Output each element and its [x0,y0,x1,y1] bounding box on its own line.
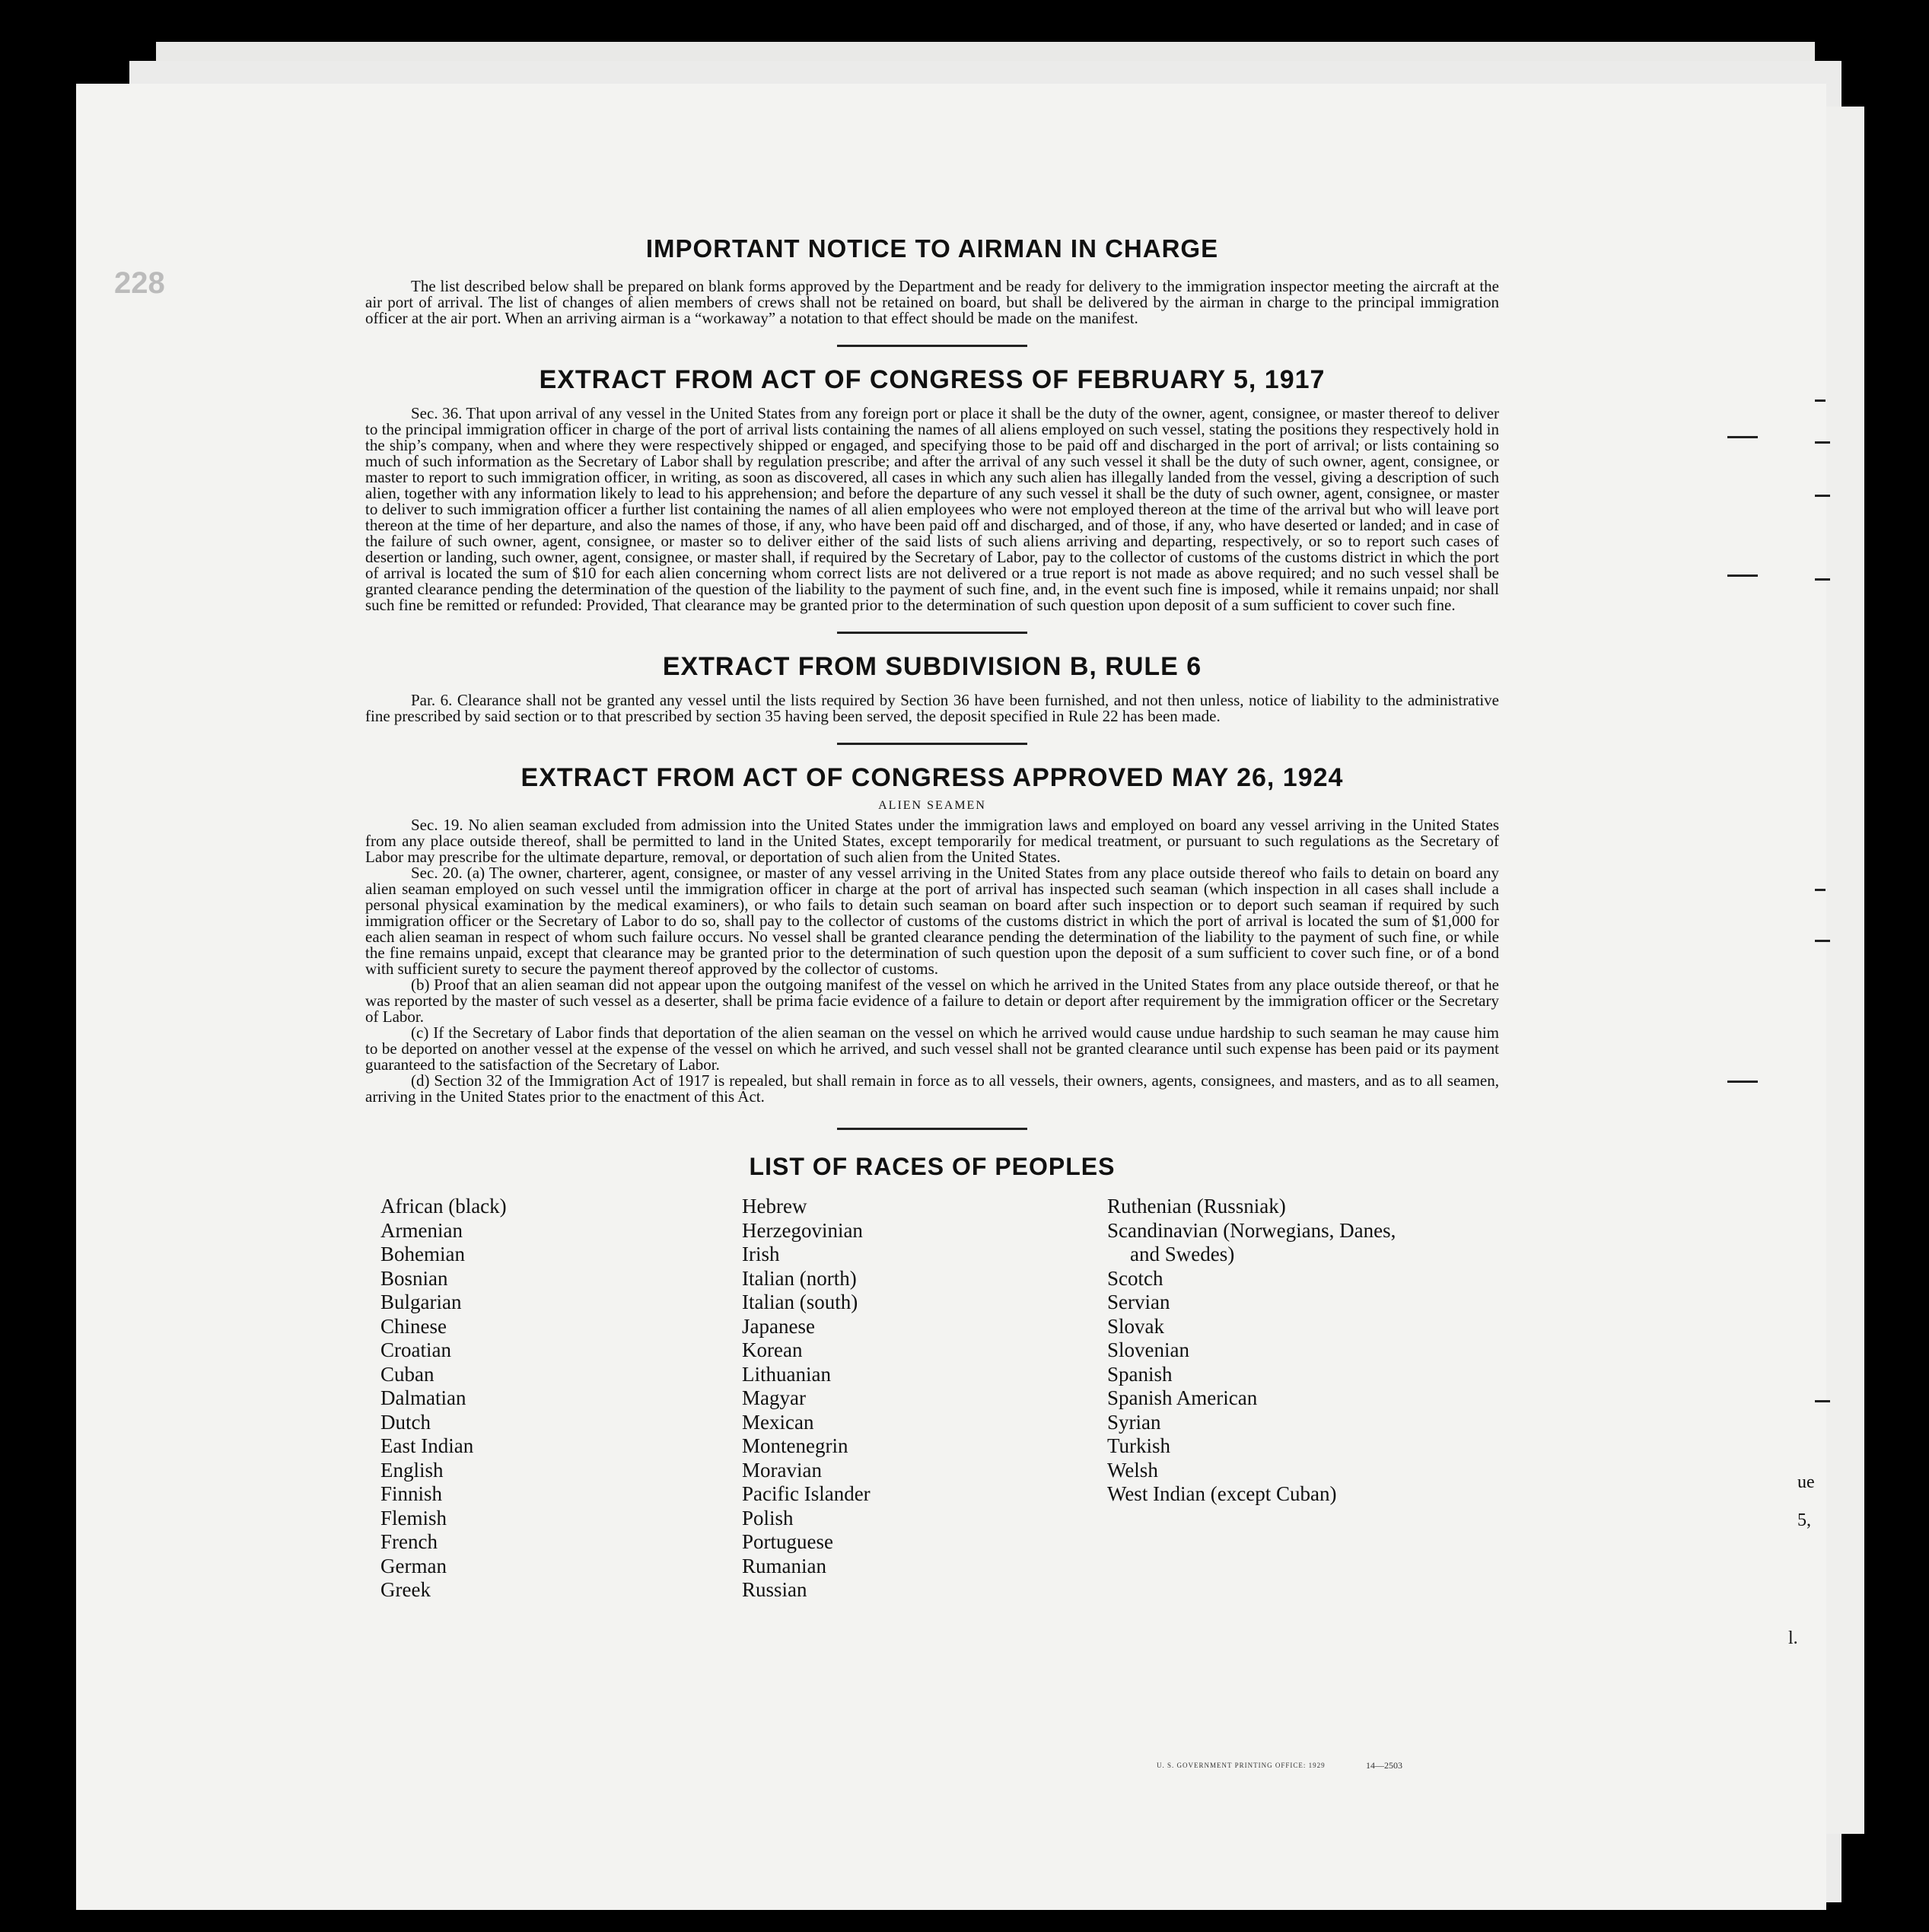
race-item: Magyar [742,1386,806,1409]
sec-19-text: Sec. 19. No alien seaman excluded from admission into the United States under the immigration laws and employed on board any vessel arriving in the United States from any place outside thereof, shall be permitted to land in the United States, except temporarily for medical treatment, or pursuant to such regulations as the Secretary of Labor may prescribe for the ultimate departure, removal, or deportation of such alien from the United States. [365,816,1499,866]
race-item: English [380,1458,444,1482]
margin-fragment: l. [1788,1628,1798,1648]
notice-text: The list described below shall be prepared on blank forms approved by the Department and be ready for delivery to the immigration inspector meeting the aircraft at the air port of arrival. The list of changes of alien members of crews shall not be retained on board, but shall be delivered by the airman in charge to the principal immigration officer at the air port. When an arriving airman is a “workaway” a notation to that effect should be made on the manifest. [365,277,1499,327]
form-number: 14—2503 [1366,1760,1402,1771]
edge-mark [1815,441,1830,444]
race-item: Servian [1107,1291,1170,1313]
edge-mark [1815,495,1830,497]
race-item: Hebrew [742,1195,807,1217]
race-item: Cuban [380,1362,435,1386]
races-column-2 [742,1195,871,1603]
printer-imprint: U. S. GOVERNMENT PRINTING OFFICE: 1929 [1157,1762,1326,1769]
faint-page-number: 228 [114,266,165,300]
notice-title: IMPORTANT NOTICE TO AIRMAN IN CHARGE [645,234,1219,263]
act-1917-text: Sec. 36. That upon arrival of any vessel in the United States from any foreign port or place it shall be the duty of the owner, agent, consignee, or master thereof to deliver to the principal immigration officer in charge of the port of arrival lists containing the names of all aliens employed on such vessel, stating the positions they respectively hold in the ship’s company, when and where they were respectively shipped or engaged, and specifying those to be paid off and discharged in the port of arrival; or lists containing so much of such information as the Secretary of Labor shall by regulation prescribe; and after the arrival of any such vessel it shall be the duty of such owner, agent, consignee, or master to report to such immigration officer, in writing, as soon as discovered, all cases in which any such alien has illegally landed from the vessel, giving a description of such alien, together with any information likely to lead to his apprehension; and before the departure of any such vessel it shall be the duty of such owner, agent, consignee, or master to deliver to such immigration officer a further list containing the names of all alien employees who were not employed thereon at the time of the arrival but who will leave port thereon at the time of her departure, and also the names of those, if any, who have been paid off and discharged, and of those, if any, who have deserted or landed; and in case of the failure of such owner, agent, consignee, or master so to deliver either of the said lists of such aliens arriving and departing, respectively, or so to report such cases of desertion or landing, such owner, agent, consignee, or master shall, if required by the Secretary of Labor, pay to the collector of customs of the customs district in which the port of arrival is located the sum of $10 for each alien concerning whom correct lists are not delivered or a true report is not made as above required; and no such vessel shall be granted clearance pending the determination of the question of the liability to the payment of such fine, and, in the event such fine is imposed, while it remains unpaid; nor shall such fine be remitted or refunded: Provided, That clearance may be granted prior to the determination of such question upon deposit of a sum sufficient to cover such fine. [365,404,1499,614]
race-item: Slovenian [1107,1338,1189,1361]
races-title: LIST OF RACES OF PEOPLES [749,1153,1116,1180]
race-item: Italian (north) [742,1266,857,1290]
race-item: Scandinavian (Norwegians, Danes, [1107,1218,1396,1242]
races-column-3 [1107,1195,1396,1507]
race-item: Spanish American [1107,1386,1258,1409]
race-item: Rumanian [742,1554,826,1577]
race-item: Armenian [380,1218,463,1242]
race-item: Turkish [1107,1434,1171,1457]
race-item: Welsh [1107,1458,1158,1482]
race-item: Croatian [380,1338,451,1361]
race-item: Italian (south) [742,1291,858,1313]
race-item: Bohemian [380,1243,465,1265]
document-content [365,228,1499,1621]
sec-20b-text: (b) Proof that an alien seaman did not appear upon the outgoing manifest of the vessel on which he arrived in the United States from any place outside thereof, or that he was reported by the master of such vessel as a deserter, shall be prima facie evidence of a failure to detain or deport after requirement by the immigration officer or the Secretary of Labor. [365,976,1499,1026]
race-item: Montenegrin [742,1434,848,1457]
race-item: Bosnian [380,1266,448,1290]
race-item: Dutch [380,1410,431,1434]
race-item: Portuguese [742,1530,833,1553]
race-item: Greek [380,1578,431,1601]
race-item: Irish [742,1243,780,1265]
section-divider [837,743,1027,745]
edge-mark [1727,1081,1758,1083]
race-item: Finnish [380,1482,443,1505]
section-divider [837,1128,1027,1130]
race-item: Ruthenian (Russniak) [1107,1195,1286,1217]
race-item-continuation: and Swedes) [1130,1243,1235,1265]
race-item: Moravian [742,1458,822,1482]
sec-20c-text: (c) If the Secretary of Labor finds that deportation of the alien seaman on the vessel on which he arrived would cause undue hardship to such seaman he may cause him to be deported on another vessel at the expense of the vessel on which he arrived, and such vessel shall not be granted clearance until such expense has been paid or its payment guaranteed to the satisfaction of the Secretary of Labor. [365,1023,1499,1074]
act-1924-title: EXTRACT FROM ACT OF CONGRESS APPROVED MAY 26, 1924 [520,763,1344,792]
section-divider [837,345,1027,347]
race-item: Lithuanian [742,1362,831,1386]
race-item: East Indian [380,1434,474,1457]
races-list [365,1195,1499,1621]
edge-mark [1815,1400,1830,1402]
race-item: Korean [742,1338,803,1361]
sec-20a-text: Sec. 20. (a) The owner, charterer, agent, consignee, or master of any vessel arriving in the United States from any place outside thereof who fails to detain on board any alien seaman employed on such vessel until the immigration officer in charge at the port of arrival has inspected such seaman (which inspection in all cases shall include a personal physical examination by the medical examiners), or who fails to detain such seaman on board after such inspection or to deport such seaman if required by such immigration officer or the Secretary of Labor to do so, shall pay to the collector of customs of the customs district in which the port of arrival is located the sum of $1,000 for each alien seaman in respect of whom such failure occurs. No vessel shall be granted clearance pending the determination of the liability to the payment of such fine, or while the fine remains unpaid, except that clearance may be granted prior to the determination of such question upon the deposit of a sum sufficient to cover such fine, or of a bond with sufficient surety to secure the payment thereof approved by the collector of customs. [365,864,1499,978]
race-item: German [380,1554,447,1577]
race-item: French [380,1530,438,1553]
sec-20d-text: (d) Section 32 of the Immigration Act of 1917 is repealed, but shall remain in force as to all vessels, their owners, agents, consignees, and masters, and as to all seamen, arriving in the United States prior to the enactment of this Act. [365,1071,1499,1106]
race-item: Dalmatian [380,1386,466,1409]
race-item: Syrian [1107,1410,1161,1434]
margin-fragment: ue [1797,1472,1815,1492]
race-item: Bulgarian [380,1291,462,1313]
race-item: African (black) [380,1195,507,1217]
race-item: Spanish [1107,1362,1173,1386]
race-item: Mexican [742,1410,814,1434]
race-item: Scotch [1107,1266,1163,1290]
rule-6-title: EXTRACT FROM SUBDIVISION B, RULE 6 [662,652,1202,681]
act-1924-subtitle: ALIEN SEAMEN [878,799,986,812]
edge-mark [1815,578,1830,581]
edge-mark [1815,889,1826,891]
race-item: Polish [742,1506,794,1529]
edge-mark [1727,436,1758,438]
margin-fragment: 5, [1797,1510,1811,1530]
act-1917-title: EXTRACT FROM ACT OF CONGRESS OF FEBRUARY 5, 1917 [539,365,1326,394]
section-divider [837,632,1027,634]
rule-6-text: Par. 6. Clearance shall not be granted any vessel until the lists required by Section 36 have been furnished, and not then unless, notice of liability to the administrative fine prescribed by said section or to that prescribed by section 35 having been served, the deposit specified in Rule 22 has been made. [365,691,1499,725]
race-item: Pacific Islander [742,1482,871,1505]
race-item: Slovak [1107,1314,1165,1338]
race-item: Chinese [380,1314,447,1338]
edge-mark [1815,399,1826,402]
race-item: Russian [742,1578,807,1601]
race-item: Japanese [742,1314,815,1338]
edge-mark [1815,940,1830,942]
edge-mark [1727,575,1758,577]
race-item: Flemish [380,1506,447,1529]
race-item: West Indian (except Cuban) [1107,1482,1337,1505]
races-column-1 [380,1195,507,1603]
race-item: Herzegovinian [742,1218,863,1242]
